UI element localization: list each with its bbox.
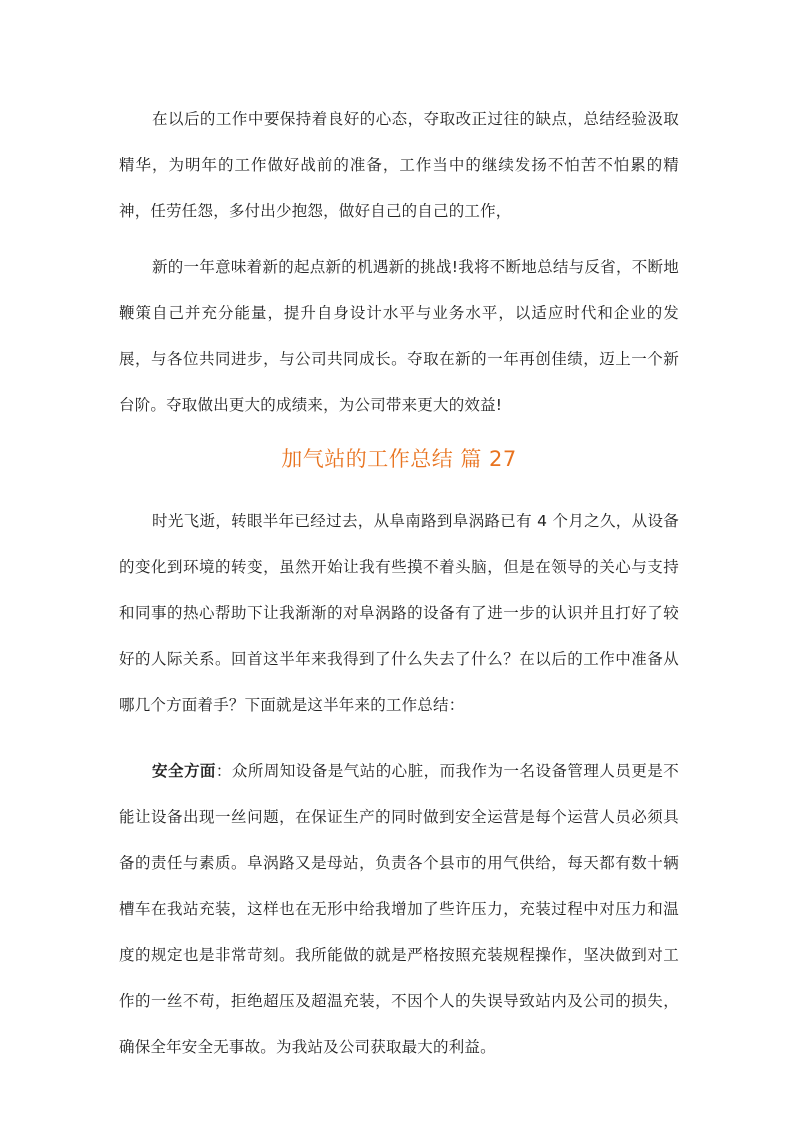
- paragraph-new-year: 新的一年意味着新的起点新的机遇新的挑战!我将不断地总结与反省，不断地鞭策自己并充分能量，提升自身设计水平与业务水平，以适应时代和企业的发展，与各位共同进步，与公司共同成长。夺取在新的一年再创佳绩，迈上一个新台阶。夺取做出更大的成绩来，为公司带来更大的效益!: [119, 258, 679, 414]
- paragraph-work-attitude: 在以后的工作中要保持着良好的心态，夺取改正过往的缺点，总结经验汲取精华，为明年的工作做好战前的准备，工作当中的继续发扬不怕苦不怕累的精神，任劳任怨，多付出少抱怨，做好自己的自己的工作，: [119, 110, 679, 220]
- safety-body: ：众所周知设备是气站的心脏，而我作为一名设备管理人员更是不能让设备出现一丝问题，在保证生产的同时做到安全运营是每个运营人员必须具备的责任与素质。阜涡路又是母站，负责各个县市的用气供给，每天都有数十辆槽车在我站充装，这样也在无形中给我增加了些许压力，充装过程中对压力和温度的规定也是非常苛刻。我所能做的就是严格按照充装规程操作，坚决做到对工作的一丝不苟，拒绝超压及超温充装，不因个人的失误导致站内及公司的损失，确保全年安全无事故。为我站及公司获取最大的利益。: [119, 762, 679, 1056]
- section-heading: 加气站的工作总结 篇 27: [281, 447, 517, 471]
- paragraph-safety: [119, 748, 679, 1070]
- paragraph-intro: 时光飞逝，转眼半年已经过去，从阜南路到阜涡路已有 4 个月之久，从设备的变化到环境的转变，虽然开始让我有些摸不着头脑，但是在领导的关心与支持和同事的热心帮助下让我渐渐的对阜涡路的设备有了进一步的认识并且打好了较好的人际关系。回首这半年来我得到了什么失去了什么？在以后的工作中准备从哪几个方面着手？下面就是这半年来的工作总结：: [119, 512, 679, 714]
- safety-lead: 安全方面: [152, 762, 216, 780]
- document-body: [119, 96, 679, 1070]
